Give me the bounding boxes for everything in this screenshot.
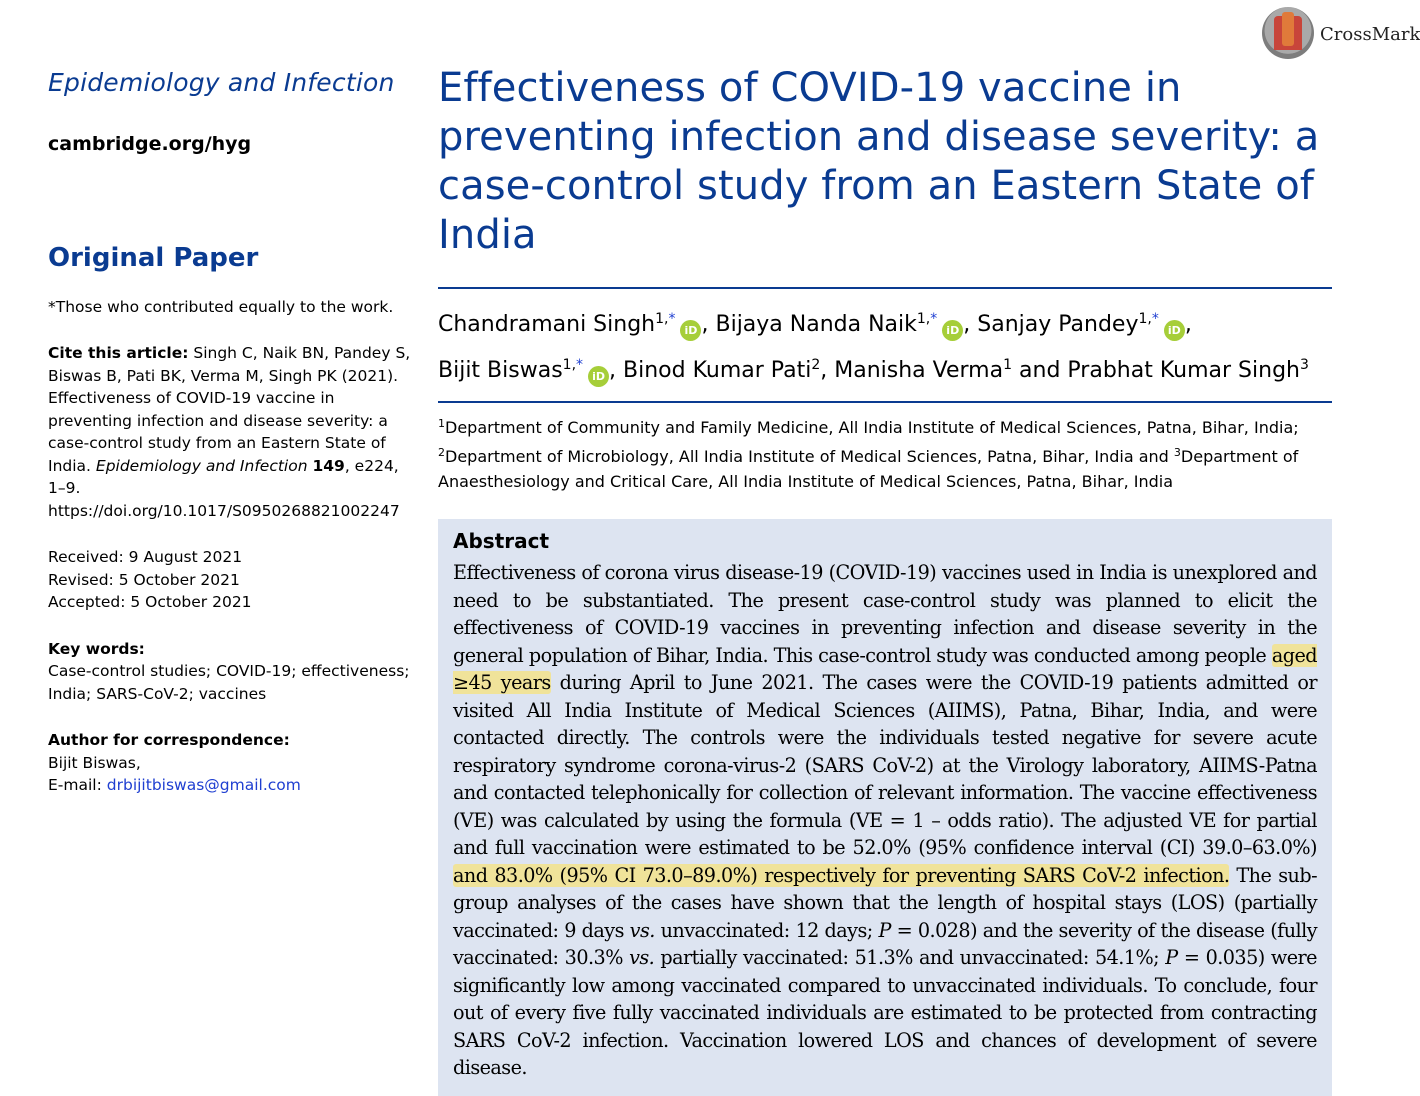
affil-sup: 1 xyxy=(438,417,445,430)
cite-volume: 149 xyxy=(312,456,345,475)
author-affil-sup: 1,* xyxy=(1138,311,1159,327)
orcid-icon[interactable]: iD xyxy=(942,320,963,341)
abstract-heading: Abstract xyxy=(453,529,550,553)
affiliation-text: Department of Microbiology, All India Institute of Medical Sciences, Patna, Bihar, India and xyxy=(445,447,1174,466)
revised-date: Revised: 5 October 2021 xyxy=(48,570,240,589)
affil-sup: 3 xyxy=(1173,446,1181,459)
affil-sup: 2 xyxy=(438,446,445,459)
separator-and: and xyxy=(1019,358,1061,383)
orcid-icon[interactable]: iD xyxy=(680,320,701,341)
author-name[interactable]: Chandramani Singh xyxy=(438,312,656,337)
citation-block xyxy=(48,342,418,522)
abstract-box xyxy=(438,519,1332,1096)
author-name[interactable]: Binod Kumar Pati xyxy=(623,358,812,383)
article-title: Effectiveness of COVID-19 vaccine in preventing infection and disease severity: a case-control study from an Eastern State of India xyxy=(438,65,1320,258)
author-name[interactable]: Bijaya Nanda Naik xyxy=(715,312,917,337)
keywords-block xyxy=(48,638,418,706)
separator: , xyxy=(609,358,617,383)
orcid-icon[interactable]: iD xyxy=(1164,320,1185,341)
correspondence-block xyxy=(48,729,418,797)
abstract-text: Effectiveness of corona virus disease-19 (COVID-19) vaccines used in India is unexplored and need to be substantiated. The present case-control study was planned to elicit the effectiveness of COVID-19 vaccines in preventing infection and disease severity in the general population of Bihar, India. This case-control study was conducted among people aged ≥45 years during April to June 2021. The cases were the COVID-19 patients admitted or visited All India Institute of Medical Sciences (AIIMS), Patna, Bihar, India, and were contacted directly. The controls were the individuals tested negative for severe acute respiratory syndrome corona-virus-2 (SARS CoV-2) at the Virology laboratory, AIIMS-Patna and contacted telephonically for collection of relevant information. The vaccine effectiveness (VE) was calculated by using the formula (VE = 1 – odds ratio). The adjusted VE for partial and full vaccination were estimated to be 52.0% (95% confidence interval (CI) 39.0–63.0%) and 83.0% (95% CI 73.0–89.0%) respectively for preventing SARS CoV-2 infection. The sub-group analyses of the cases have shown that the length of hospital stays (LOS) (partially vaccinated: 9 days vs. unvaccinated: 12 days; P = 0.028) and the severity of the disease (fully vaccinated: 30.3% vs. partially vaccinated: 51.3% and unvaccinated: 54.1%; P = 0.035) were significantly low among vaccinated compared to unvaccinated individuals. To conclude, four out of every five fully vaccinated individuals are estimated to be protected from contracting SARS CoV-2 infection. Vaccination lowered LOS and chances of development of severe disease. xyxy=(453,561,1318,1079)
affiliation-text: Department of Anaesthesiology and Critical Care, All India Institute of Medical Sciences, Patna, Bihar, India xyxy=(438,447,1299,491)
journal-url[interactable]: cambridge.org/hyg xyxy=(48,133,252,155)
author-name[interactable]: Bijit Biswas xyxy=(438,358,563,383)
affiliation-text: Department of Community and Family Medicine, All India Institute of Medical Sciences, Patna, Bihar, India; xyxy=(445,418,1299,437)
article-dates xyxy=(48,546,418,614)
author-affil-sup: 1,* xyxy=(655,311,676,327)
author-list xyxy=(438,289,1332,401)
separator: , xyxy=(820,358,828,383)
keywords-label: Key words: xyxy=(48,639,145,658)
author-affil-sup: 1,* xyxy=(562,357,584,373)
email-link[interactable]: drbijitbiswas@gmail.com xyxy=(106,776,301,794)
correspondence-label: Author for correspondence: xyxy=(48,731,290,749)
author-affil-sup: 3 xyxy=(1299,357,1309,373)
cite-text: Singh C, Naik BN, Pandey S, Biswas B, Pati BK, Verma M, Singh PK (2021). Effectiveness of COVID-19 vaccine in preventing infection and disease severity: a case-control study from an Eastern State of India. xyxy=(48,344,411,475)
paper-type: Original Paper xyxy=(48,243,259,273)
author-name[interactable]: Prabhat Kumar Singh xyxy=(1067,358,1300,383)
cite-doi[interactable]: , e224, 1–9. https://doi.org/10.1017/S0950268821002247 xyxy=(48,456,400,520)
author-affil-sup: 2 xyxy=(811,357,821,373)
received-date: Received: 9 August 2021 xyxy=(48,548,243,566)
cite-label: Cite this article: xyxy=(48,344,189,362)
correspondence-name: Bijit Biswas, xyxy=(48,753,141,772)
author-name[interactable]: Manisha Verma xyxy=(834,358,1004,383)
crossmark-ribbon-inner xyxy=(1282,12,1294,46)
cite-journal: Epidemiology and Infection xyxy=(95,456,308,475)
orcid-icon[interactable]: iD xyxy=(588,366,609,387)
highlight: aged ≥45 years xyxy=(453,643,1317,694)
author-affil-sup: 1 xyxy=(1003,357,1013,373)
author-affil-sup: 1,* xyxy=(916,311,938,327)
crossmark-badge[interactable] xyxy=(1262,4,1420,60)
article-sidebar xyxy=(48,64,418,797)
email-label: E-mail: xyxy=(48,776,102,794)
article-main xyxy=(438,64,1332,1096)
highlight: and 83.0% (95% CI 73.0–89.0%) respectively for preventing SARS CoV-2 infection. xyxy=(453,863,1230,887)
separator: , xyxy=(1184,312,1192,337)
separator: , xyxy=(701,312,709,337)
contribution-note: *Those who contributed equally to the work. xyxy=(48,298,394,316)
crossmark-label: CrossMark xyxy=(1320,24,1420,45)
keywords-text: Case-control studies; COVID-19; effectiveness; India; SARS-CoV-2; vaccines xyxy=(48,662,410,703)
affiliations xyxy=(438,403,1332,494)
author-name[interactable]: Sanjay Pandey xyxy=(977,312,1139,337)
journal-name: Epidemiology and Infection xyxy=(48,68,395,97)
separator: , xyxy=(963,312,971,337)
accepted-date: Accepted: 5 October 2021 xyxy=(48,593,252,611)
